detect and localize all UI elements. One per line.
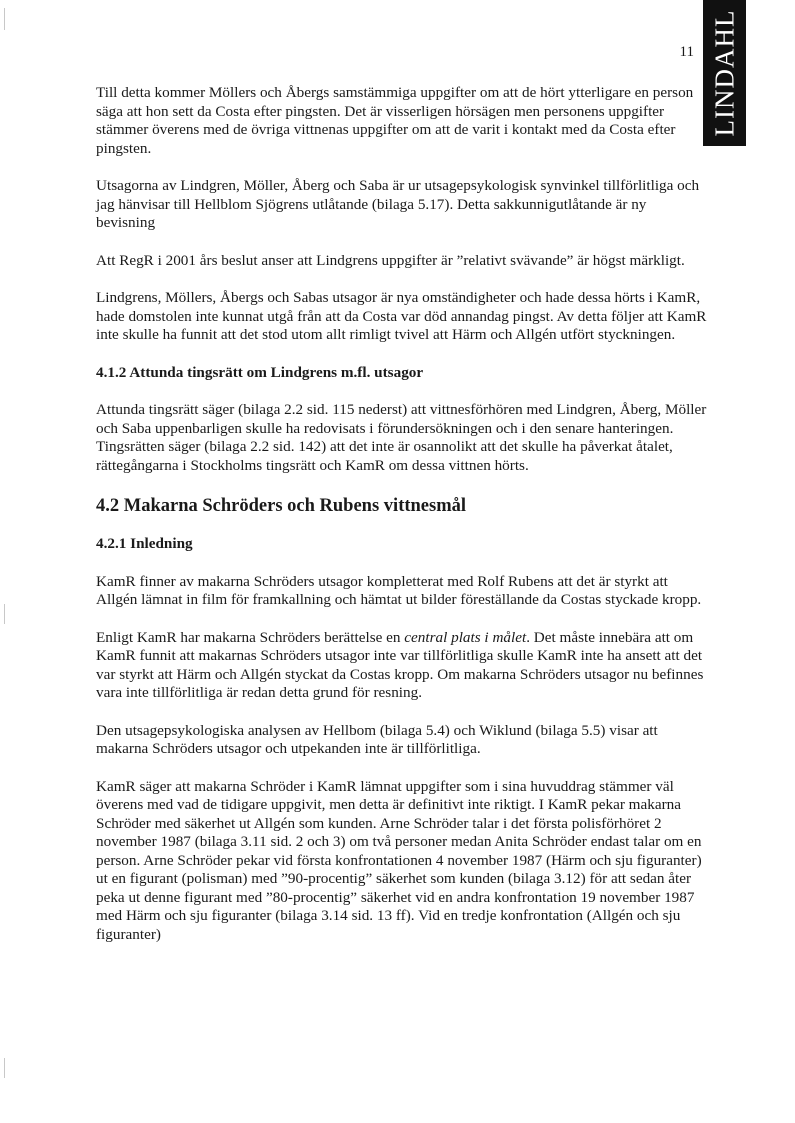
paragraph-text: . Det måste innebära att om KamR funnit att makarnas Schröders utsagor inte var tillförlitliga skulle KamR inte ha ansett att det var styrkt att Härm och Allgén styckat da Costas kropp. Om makarna Schröders utsagor nu befinnes vara inte tillförlitliga är redan detta grund för resning. [96,628,704,701]
paragraph: Lindgrens, Möllers, Åbergs och Sabas utsagor är nya omständigheter och hade dessa hörts i KamR, hade domstolen inte kunnat utgå från att da Costa var död annandag pingst. Av detta följer att KamR inte skulle ha funnit att det stod utom allt rimligt tvivel att Härm och Allgén utfört styckningen. [96,289,707,343]
paragraph: KamR finner av makarna Schröders utsagor kompletterat med Rolf Rubens att det är styrkt att Allgén lämnat in film för framkallning och hämtat ut bilder föreställande da Costas styckade kropp. [96,572,702,608]
margin-mark-top [4,8,5,30]
paragraph [96,629,708,703]
margin-mark-middle [4,604,5,624]
paragraph: KamR säger att makarna Schröder i KamR lämnat uppgifter som i sina huvuddrag stämmer väl överens med vad de tidigare uppgivit, men detta är definitivt inte riktigt. I KamR pekar makarna Schröder med säkerhet ut Allgén som kunden. Arne Schröder talar i det första polisförhöret 2 november 1987 (bilaga 3.11 sid. 2 och 3) om två personer medan Anita Schröder endast talar om en person. Arne Schröder pekar vid första konfrontationen 4 november 1987 (Härm och sju figuranter) ut en figurant (polisman) med ”90-procentig” säkerhet som kunden (bilaga 3.12) för att sedan åter peka ut denne figurant med ”80-procentig” säkerhet vid en andra konfrontation 19 november 1987 med Härm och sju figuranter (bilaga 3.14 sid. 13 ff). Vid en tredje konfrontation (Allgén och sju figuranter) [96,777,702,943]
paragraph: Attunda tingsrätt säger (bilaga 2.2 sid. 115 nederst) att vittnesförhören med Lindgren, Åberg, Möller och Saba uppenbarligen skulle ha redovisats i förundersökningen och i den senare hanteringen. Tingsrätten säger (bilaga 2.2 sid. 142) att det inte är osannolikt att det skulle ha påverkat åtalet, rättegångarna i Stockholms tingsrätt och KamR om dessa vittnen hörts. [96,401,707,474]
page-number: 11 [679,44,694,60]
paragraph: Den utsagepsykologiska analysen av Hellbom (bilaga 5.4) och Wiklund (bilaga 5.5) visar att makarna Schröders utsagor och utpekanden inte är tillförlitliga. [96,721,658,757]
section-heading: 4.1.2 Attunda tingsrätt om Lindgrens m.fl. utsagor [96,363,424,381]
section-heading: 4.2.1 Inledning [96,535,193,552]
margin-mark-bottom [4,1058,5,1078]
paragraph: Att RegR i 2001 års beslut anser att Lindgrens uppgifter är ”relativt svävande” är högst märkligt. [96,251,685,269]
section-heading: 4.2 Makarna Schröders och Rubens vittnesmål [96,496,467,516]
chapter-tab [703,0,746,146]
document-body [96,84,708,944]
paragraph: Utsagorna av Lindgren, Möller, Åberg och Saba är ur utsagepsykologisk synvinkel tillförlitliga och jag hänvisar till Hellblom Sjögrens utlåtande (bilaga 5.17). Detta sakkunnigutlåtande är ny bevisning [96,177,700,231]
emphasis-text: central plats i målet [404,628,527,646]
paragraph-text: Enligt KamR har makarna Schröders berättelse en [96,628,405,646]
chapter-tab-label: LINDAHL [709,9,739,137]
paragraph: Till detta kommer Möllers och Åbergs samstämmiga uppgifter om att de hört ytterligare en person säga att hon sett da Costa efter pingsten. Det är visserligen hörsägen men personens uppgifter stämmer överens med de övriga vittnenas uppgifter om att de varit i kontakt med da Costa efter pingsten. [96,84,694,157]
